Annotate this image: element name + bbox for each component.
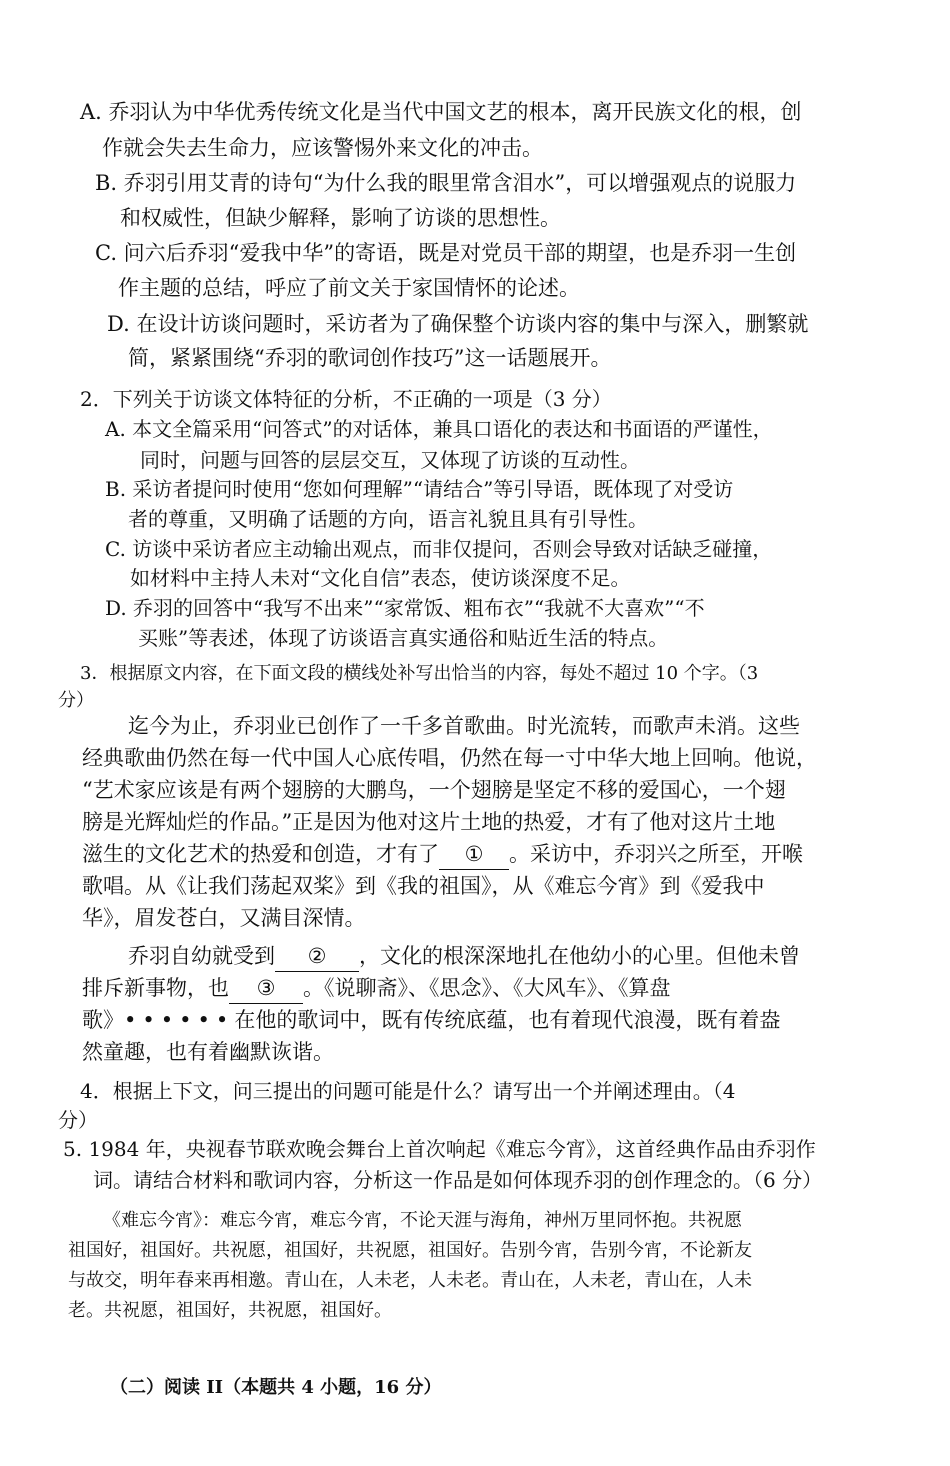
q3-p2-line1	[128, 941, 800, 972]
q3-p2-line3-pre: 歌》	[82, 1008, 124, 1032]
fill-blank-2[interactable]: ②	[275, 941, 359, 972]
fill-blank-1[interactable]: ①	[439, 839, 509, 870]
ellipsis-dots: ••••••	[124, 1008, 235, 1032]
q2-option-b-line1: B. 采访者提问时使用“您如何理解”“请结合”等引导语，既体现了对受访	[105, 477, 734, 501]
q4-line2: 分）	[58, 1108, 98, 1132]
q2-option-d-line2: 买账”等表述，体现了访谈语言真实通俗和贴近生活的特点。	[138, 626, 669, 650]
q2-option-c-line2: 如材料中主持人未对“文化自信”表态，使访谈深度不足。	[130, 566, 631, 590]
q1-option-b-line1: B. 乔羽引用艾青的诗句“为什么我的眼里常含泪水”，可以增强观点的说服力	[95, 171, 797, 195]
q3-p2-line3	[82, 1005, 780, 1035]
q1-option-c-line1: C. 问六后乔羽“爱我中华”的寄语，既是对党员干部的期望，也是乔羽一生创	[95, 241, 797, 265]
q3-p2-line2	[82, 973, 671, 1004]
q3-p2-line1-pre: 乔羽自幼就受到	[128, 944, 275, 968]
lyrics-line3: 与故交，明年春来再相邀。青山在，人未老，人未老。青山在，人未老，青山在，人未	[68, 1270, 752, 1291]
lyrics-line4: 老。共祝愿，祖国好，共祝愿，祖国好。	[68, 1300, 392, 1321]
q3-p1-line6: 歌唱。从《让我们荡起双桨》到《我的祖国》，从《难忘今宵》到《爱我中	[82, 874, 765, 898]
q1-option-a-line1: A. 乔羽认为中华优秀传统文化是当代中国文艺的根本，离开民族文化的根，创	[80, 100, 802, 124]
q3-p1-line3: “艺术家应该是有两个翅膀的大鹏鸟，一个翅膀是坚定不移的爱国心，一个翅	[82, 778, 786, 802]
q3-p2-line4: 然童趣，也有着幽默诙谐。	[82, 1040, 334, 1064]
q1-option-d-line1: D. 在设计访谈问题时，采访者为了确保整个访谈内容的集中与深入，删繁就	[107, 312, 809, 336]
q1-option-a-line2: 作就会失去生命力，应该警惕外来文化的冲击。	[102, 136, 543, 160]
q3-p2-line2-pre: 排斥新事物，也	[82, 976, 229, 1000]
q1-option-d-line2: 简，紧紧围绕“乔羽的歌词创作技巧”这一话题展开。	[128, 346, 612, 370]
q2-option-a-line2: 同时，问题与回答的层层交互，又体现了访谈的互动性。	[140, 448, 640, 472]
q5-line2: 词。请结合材料和歌词内容，分析这一作品是如何体现乔羽的创作理念的。（6 分）	[93, 1168, 823, 1192]
q3-stem-line1: 3．根据原文内容，在下面文段的横线处补写出恰当的内容，每处不超过 10 个字。（3	[80, 663, 759, 684]
q2-stem: 2．下列关于访谈文体特征的分析，不正确的一项是（3 分）	[80, 387, 612, 411]
q3-p2-line2-post: 。《说聊斋》、《思念》、《大风车》、《算盘	[303, 976, 671, 1000]
q3-p1-line5-pre: 滋生的文化艺术的热爱和创造，才有了	[82, 842, 439, 866]
q5-line1: 5. 1984 年，央视春节联欢晚会舞台上首次响起《难忘今宵》，这首经典作品由乔羽作	[63, 1137, 816, 1161]
q3-p2-line1-post: ，文化的根深深地扎在他幼小的心里。但他未曾	[359, 944, 800, 968]
q1-option-c-line2: 作主题的总结，呼应了前文关于家国情怀的论述。	[118, 276, 580, 300]
fill-blank-3[interactable]: ③	[229, 973, 303, 1004]
lyrics-line1: 《难忘今宵》：难忘今宵，难忘今宵，不论天涯与海角，神州万里同怀抱。共祝愿	[103, 1210, 742, 1231]
q2-option-c-line1: C. 访谈中采访者应主动输出观点，而非仅提问，否则会导致对话缺乏碰撞，	[105, 537, 773, 561]
q3-p1-line2: 经典歌曲仍然在每一代中国人心底传唱，仍然在每一寸中华大地上回响。他说，	[82, 746, 817, 770]
q2-option-a-line1: A. 本文全篇采用“问答式”的对话体，兼具口语化的表达和书面语的严谨性，	[105, 417, 773, 441]
q3-p1-line4: 膀是光辉灿烂的作品。”正是因为他对这片土地的热爱，才有了他对这片土地	[82, 810, 776, 834]
q3-p1-line5	[82, 839, 803, 870]
q3-stem-line2: 分）	[58, 690, 94, 711]
q3-p1-line1: 迄今为止，乔羽业已创作了一千多首歌曲。时光流转，而歌声未消。这些	[128, 714, 800, 738]
q1-option-b-line2: 和权威性，但缺少解释，影响了访谈的思想性。	[120, 206, 561, 230]
q2-option-d-line1: D. 乔羽的回答中“我写不出来”“家常饭、粗布衣”“我就不大喜欢”“不	[105, 596, 705, 620]
q2-option-b-line2: 者的尊重，又明确了话题的方向，语言礼貌且具有引导性。	[128, 507, 648, 531]
q4-line1: 4．根据上下文，问三提出的问题可能是什么？请写出一个并阐述理由。（4	[80, 1079, 736, 1103]
section-heading: （二）阅读 II（本题共 4 小题，16 分）	[110, 1377, 442, 1398]
q3-p2-line3-post: 在他的歌词中，既有传统底蕴，也有着现代浪漫，既有着盎	[234, 1008, 781, 1032]
q3-p1-line5-post: 。采访中，乔羽兴之所至，开喉	[509, 842, 803, 866]
lyrics-line2: 祖国好，祖国好。共祝愿，祖国好，共祝愿，祖国好。告别今宵，告别今宵，不论新友	[68, 1240, 752, 1261]
q3-p1-line7: 华》，眉发苍白，又满目深情。	[82, 906, 366, 930]
